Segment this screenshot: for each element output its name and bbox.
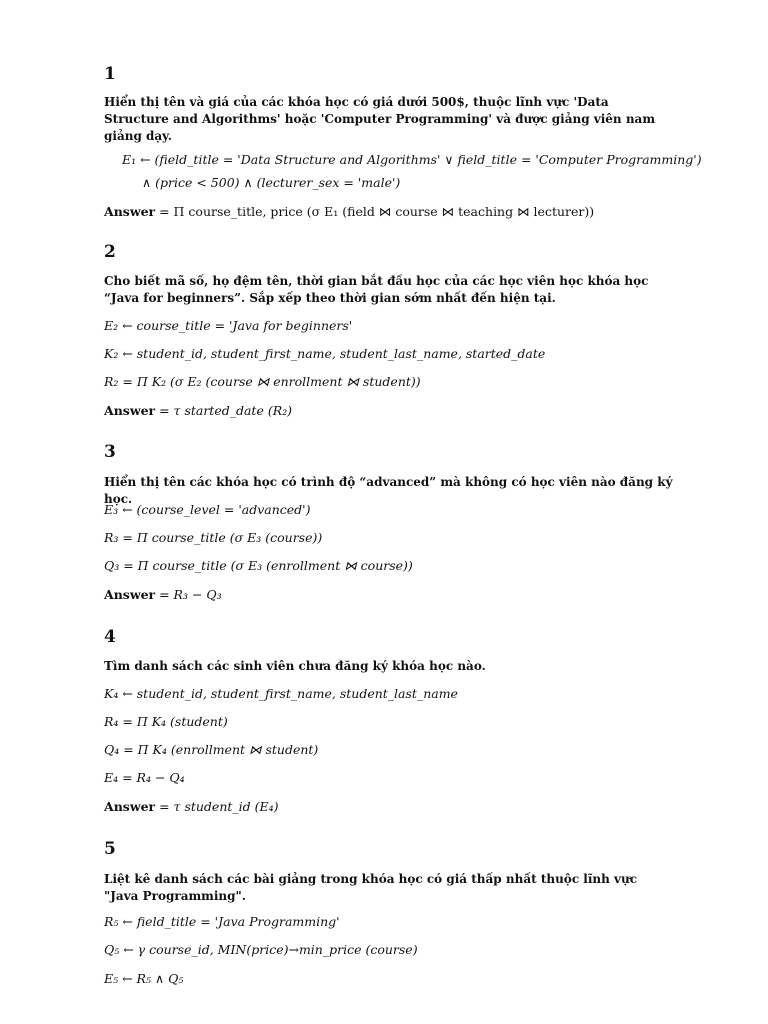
formula-line: Q₅ ← γ course_id, MIN(price)→min_price (course) (104, 942, 418, 957)
section-number: 3 (104, 442, 116, 462)
formula-line: K₄ ← student_id, student_first_name, student_last_name (104, 686, 458, 701)
question-text: Tìm danh sách các sinh viên chưa đăng ký khóa học nào. (104, 659, 486, 673)
formula-line: ∧ (price < 500) ∧ (lecturer_sex = 'male') (142, 175, 401, 190)
section-number: 5 (104, 839, 116, 859)
answer-line (104, 799, 279, 814)
formula-line: R₄ = Π K₄ (student) (104, 714, 228, 729)
question-text: Hiển thị tên các khóa học có trình độ “advanced” mà không có học viên nào đăng ký học. (104, 475, 673, 506)
section-number: 1 (104, 64, 116, 84)
formula-line: E₄ = R₄ − Q₄ (104, 770, 185, 785)
answer-expression: = τ started_date (R₂) (159, 403, 293, 418)
answer-expression: = τ student_id (E₄) (159, 799, 279, 814)
formula-line: E₁ ← (field_title = 'Data Structure and Algorithms' ∨ field_title = 'Computer Programming') (122, 152, 702, 167)
formula-line: E₂ ← course_title = 'Java for beginners' (104, 318, 353, 333)
formula-line: Q₃ = Π course_title (σ E₃ (enrollment ⋈ course)) (104, 558, 413, 573)
answer-expression: = Π course_title, price (σ E₁ (field ⋈ course ⋈ teaching ⋈ lecturer)) (159, 204, 595, 219)
formula-line: E₃ ← (course_level = 'advanced') (104, 502, 311, 517)
formula-line: R₃ = Π course_title (σ E₃ (course)) (104, 530, 323, 545)
question-text: Liệt kê danh sách các bài giảng trong khóa học có giá thấp nhất thuộc lĩnh vực "Java Programming". (104, 872, 638, 903)
question-text: Cho biết mã số, họ đệm tên, thời gian bắt đầu học của các học viên học khóa học “Java for beginners”. Sắp xếp theo thời gian sớm nhất đến hiện tại. (104, 274, 649, 305)
formula-line: E₅ ← R₅ ∧ Q₅ (104, 971, 184, 986)
formula-line: K₂ ← student_id, student_first_name, student_last_name, started_date (104, 346, 546, 361)
answer-label: Answer (104, 403, 156, 418)
answer-line (104, 204, 594, 219)
section-number: 2 (104, 242, 116, 262)
answer-line (104, 403, 292, 418)
answer-label: Answer (104, 799, 156, 814)
answer-expression: = R₃ − Q₃ (159, 587, 222, 602)
answer-label: Answer (104, 204, 156, 219)
section-number: 4 (104, 627, 116, 647)
formula-line: R₅ ← field_title = 'Java Programming' (104, 914, 340, 929)
answer-label: Answer (104, 587, 156, 602)
question-text: Hiển thị tên và giá của các khóa học có giá dưới 500$, thuộc lĩnh vực 'Data Structure and Algorithms' hoặc 'Computer Programming' và được giảng viên nam giảng dạy. (104, 95, 656, 143)
formula-line: Q₄ = Π K₄ (enrollment ⋈ student) (104, 742, 319, 757)
answer-line (104, 587, 222, 602)
formula-line: R₂ = Π K₂ (σ E₂ (course ⋈ enrollment ⋈ student)) (104, 374, 421, 389)
